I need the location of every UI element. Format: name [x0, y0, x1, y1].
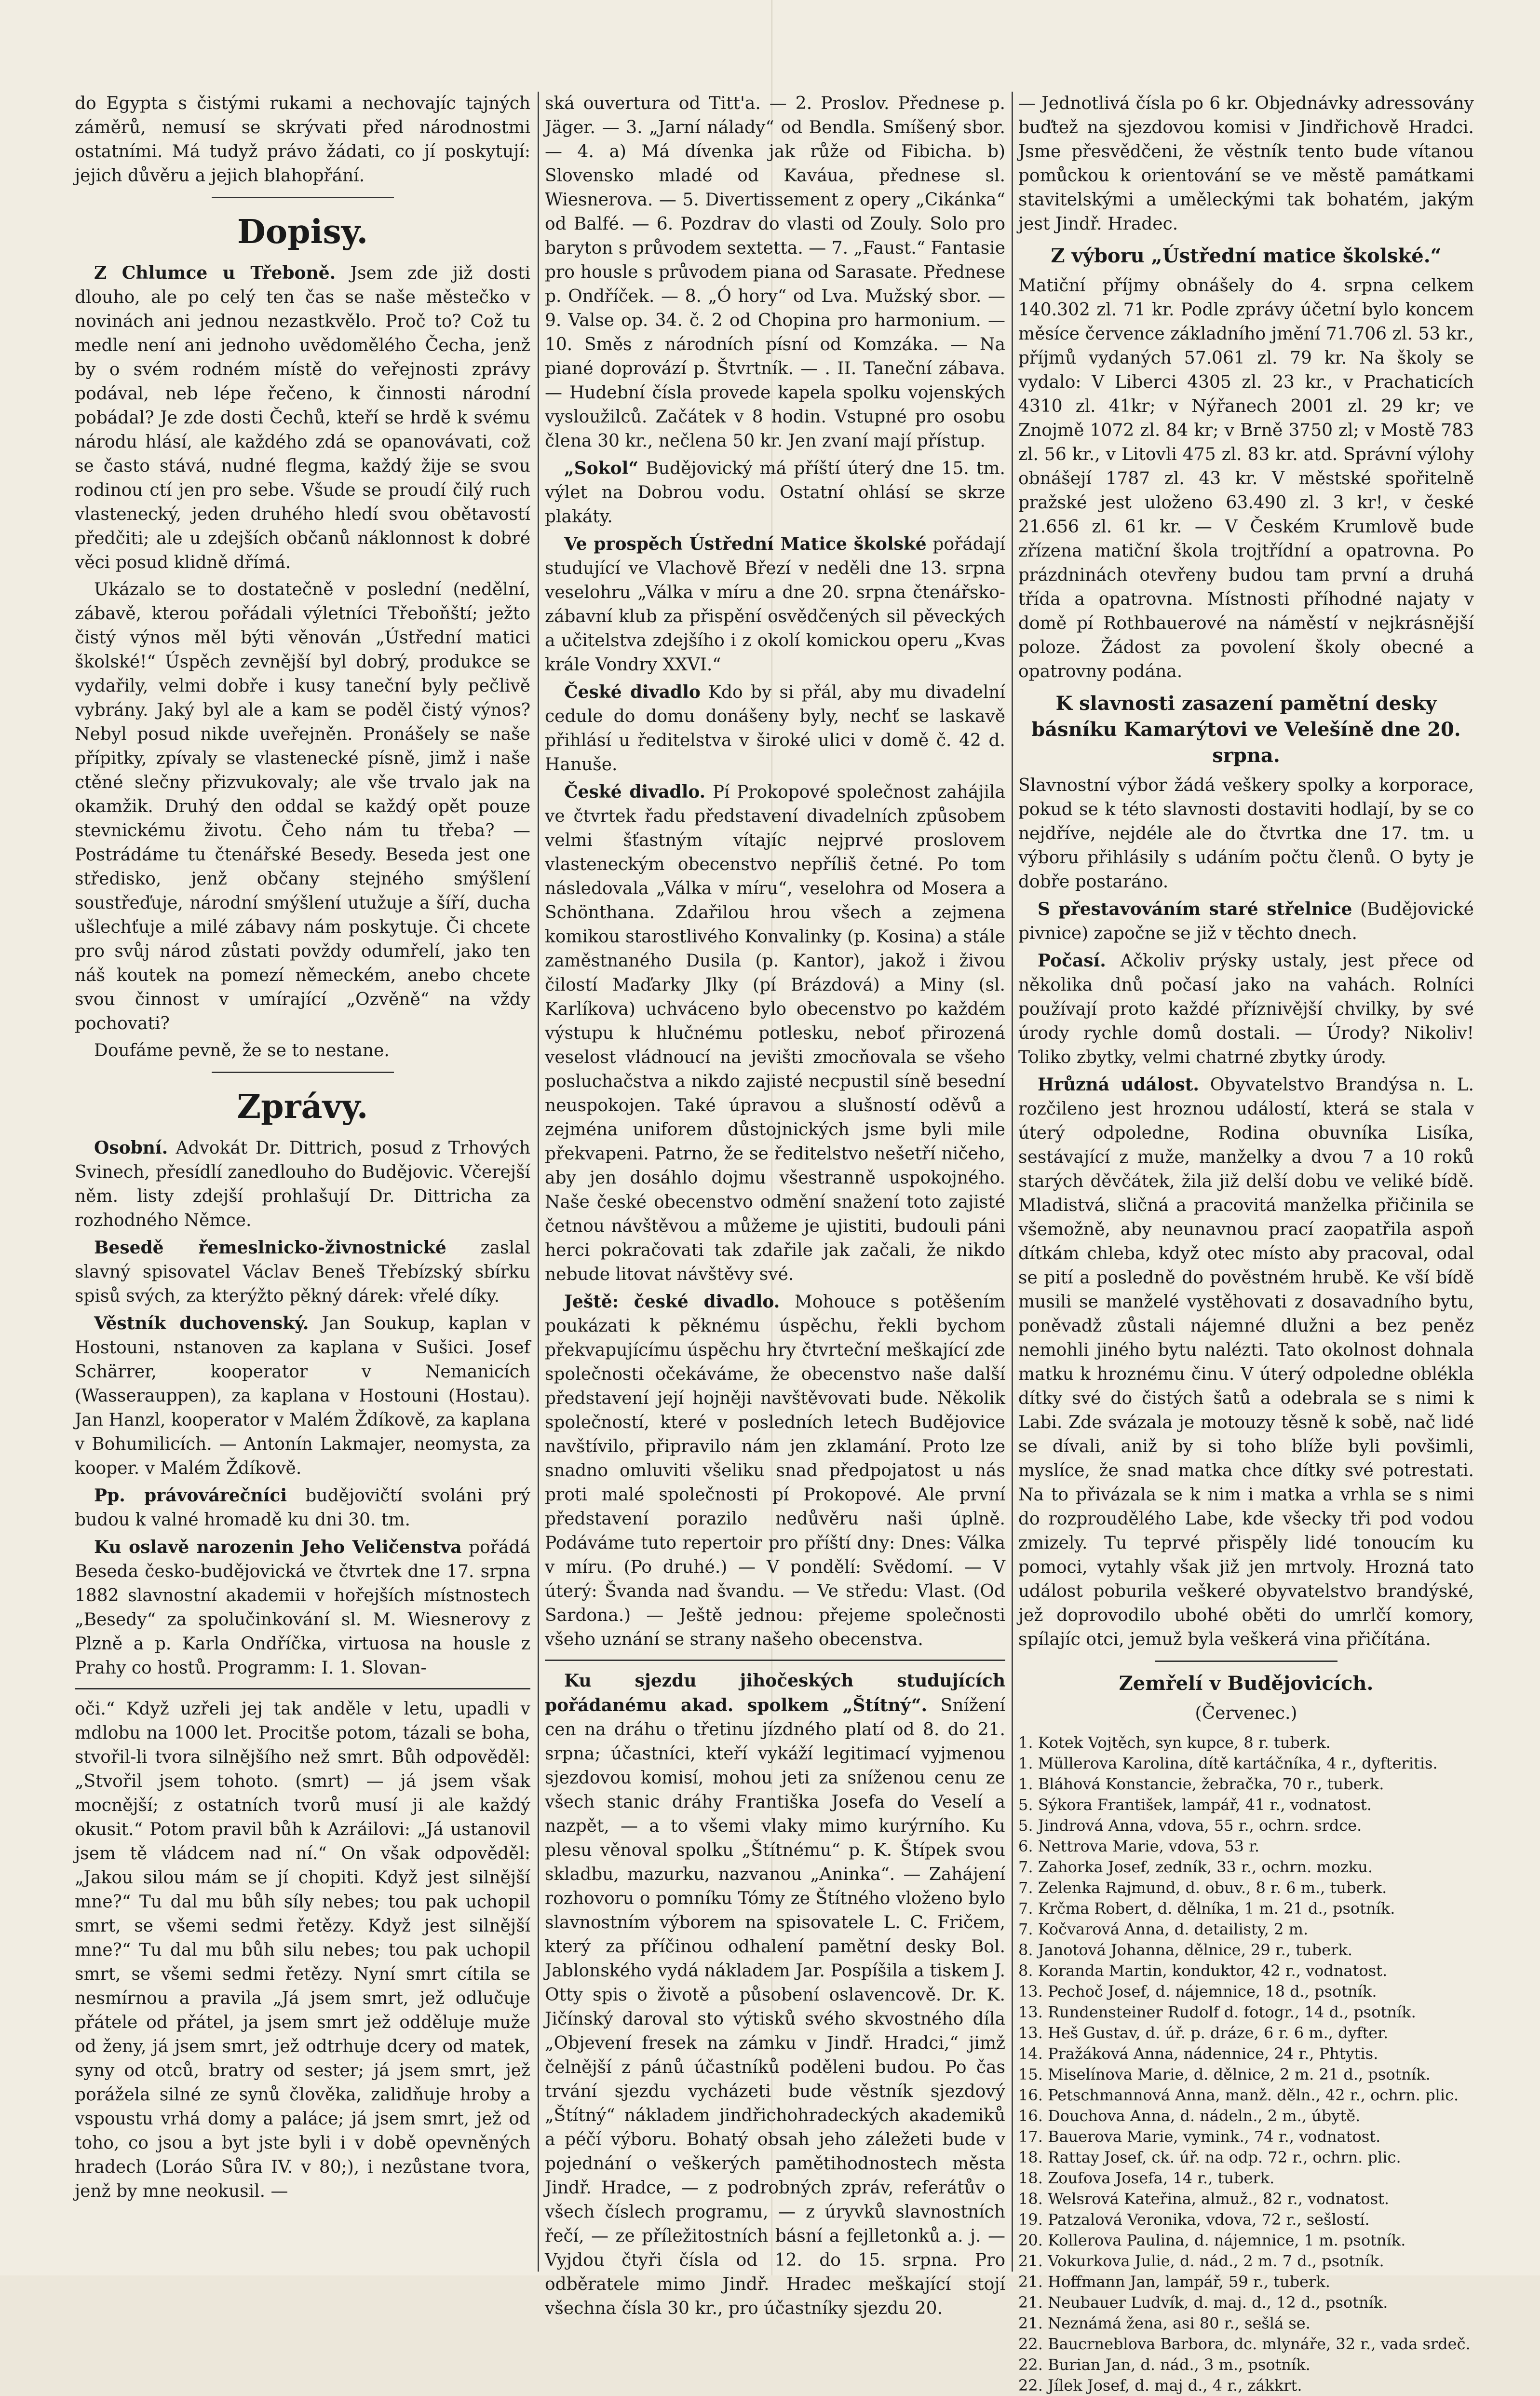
paragraph-lead: Věstník duchovenský. [94, 1313, 309, 1334]
list-item: 22. Jílek Josef, d. maj d., 4 r., zákkrt. [1018, 2376, 1302, 2395]
paragraph: Ku oslavě narozenin Jeho Veličenstva pořádá Beseda česko-budějovická ve čtvrtek dne 17. srpna 1882 slavnostní akademii v hořejších místnostech „Besedy“ za spolučinkování sl. M. Wiesnerovy z Plzně a p. Karla Ondříčka, virtuosa na housle z Prahy co hostů. Programm: I. 1. Slovan- [75, 1537, 530, 1678]
paragraph-lead: Ještě: české divadlo. [564, 1292, 780, 1312]
list-item: 21. Neznámá žena, asi 80 r., sešlá se. [1018, 2314, 1310, 2332]
list-item: 13. Heš Gustav, d. úř. p. dráze, 6 r. 6 m., dyfter. [1018, 2024, 1389, 2042]
paragraph: Osobní. Advokát Dr. Dittrich, posud z Trhových Svinech, přesídlí zanedlouho do Budějovic. Včerejší něm. listy zdejší prohlašují Dr. Dittricha za rozhodného Němce. [75, 1138, 530, 1230]
list-item: 22. Burian Jan, d. nád., 3 m., psotník. [1018, 2355, 1310, 2374]
paragraph: České divadlo. Pí Prokopové společnost zahájila ve čtvrtek řadu představení divadelních způsobem velmi šťastným vítajíc nejprvé proslovem vlasteneckým obecenstvo nepříliš četné. Po tom následovala „Válka v míru“, veselohra od Mosera a Schönthana. Zdařilou hrou všech a zejmena komikou starostlivého Konvalinky (p. Kosina) a stále zaměstnaného Dusila (p. Kantor), jakož i živou čilostí Maďarky Jlky (pí Brázdová) a Miny (sl. Karlíkova) uchváceno bylo obecenstvo po každém výstupu k hlučnému potlesku, neboť přirozená veselost vládnoucí na jevišti zmocňovala se všeho posluchačstva a nikdo zajisté necpustil síně besední neuspokojen. Také úpravou a slušností oděvů a zejména uniforem důstojnických jsme byli mile překvapeni. Patrno, že se ředitelstvo nešetří ničeho, aby jen dosáhlo dojmu všestranně uspokojného. Naše české obecenstvo odmění snažení toto zajisté četnou návštěvou a můžeme je ujistiti, budouli páni herci pokračovati tak zdařile jak začali, že nikdo nebude litovat návštěvy své. [545, 782, 1006, 1284]
paragraph-lead: České divadlo. [564, 782, 706, 802]
deaths-list [1018, 1732, 1474, 2396]
list-item: 7. Kočvarová Anna, d. detailisty, 2 m. [1018, 1920, 1309, 1938]
paragraph-lead: Počasí. [1038, 951, 1106, 971]
list-item: 6. Nettrova Marie, vdova, 53 r. [1018, 1837, 1260, 1855]
paragraph-lead: Ku oslavě narozenin Jeho Veličenstva [94, 1537, 462, 1557]
list-item: 8. Koranda Martin, konduktor, 42 r., vodnatost. [1018, 1961, 1388, 1980]
list-item: 19. Patzalová Veronika, vdova, 72 r., sešlostí. [1018, 2210, 1370, 2229]
paragraph: Ukázalo se to dostatečně v poslední (nedělní, zábavě, kterou pořádali výletníci Třeboňští; ježto čistý výnos měl býti věnován „Ústřední matici školské!“ Úspěch zevnější byl dobrý, produkce se vydařily, velmi dobře i kusy taneční byly pečlivě vybrány. Jaký byl ale a kam se poděl čistý výnos? Nebyl posud nikde uveřejněn. Pronášely se naše přípitky, zpívaly se vlastenecké písně, jimž i naše ctěné slečny přizvukovaly; ale vše trvalo jak na okamžik. Druhý den oddal se každý opět pouze stevnickému životu. Čeho nám tu třeba? — Postrádáme tu čtenářské Besedy. Beseda jest one středisko, jenž občany stejného smýšlení soustřeďuje, národní smýšlení utužuje a šíří, ducha ušlechťuje a milé zábavy nám poskytuje. Či chcete pro svůj národ zůstati povždy odumřelí, jako ten náš koutek na pomezí německém, anebo chcete svou činnost v umírající „Ozvěně“ na vždy pochovati? [75, 580, 530, 1034]
paragraph: Ještě: české divadlo. Mohouce s potěšením poukázati k pěknému úspěchu, řekli bychom překvapujícímu úspěchu hry čtvrteční meškající zde společnosti očekáváme, že obecenstvo naše další představení její hojněji navštěvovati bude. Několik společností, které v posledních letech Budějovice navštívilo, připravilo nám jen zklamání. Proto lze snadno omluviti všeliku snad předpojatost u nás proti malé společnosti pí Prokopové. Ale první představení porazilo nedůvěru naši úplně. Podáváme tuto repertoir pro příští dny: Dnes: Válka v míru. (Po druhé.) — V pondělí: Svědomí. — V úterý: Švanda nad švandu. — Ve středu: Vlast. (Od Sardona.) — Ještě jednou: přejeme společnosti všeho uznání se strany našeho obecenstva. [545, 1292, 1005, 1649]
list-item: 7. Zelenka Rajmund, d. obuv., 8 r. 6 m., tuberk. [1018, 1879, 1387, 1897]
paragraph: Slavnostní výbor žádá veškery spolky a korporace, pokud se k této slavnosti dostaviti hodlají, by se co nejdříve, nejdéle ale do čtvrtka dne 17. tm. u výboru přihlásily s udáním počtu členů. O byty je dobře postaráno. [1018, 776, 1474, 892]
column-3 [1018, 92, 1474, 2395]
section-rule [1155, 1661, 1337, 1662]
paragraph: Ku sjezdu jihočeských studujících pořádanému akad. spolkem „Štítný“. Snížení cen na dráhu o třetinu jízdného platí od 8. do 21. srpna; účastníci, kteří vykáží legitimací vyjmenou sjezdovou komisí, mohou jeti za sníženou cenu ze všech stanic dráhy Františka Josefa do Veselí a nazpět, — a to všemi vlaky mimo kurýrního. Ku plesu věnoval spolku „Štítnému“ p. K. Štípek svou skladbu, mazurku, nazvanou „Aninka“. — Zahájení rozhovoru o pomníku Tómy ze Štítného vloženo bylo slavnostním výborem na spisovatele L. C. Fričem, který za příčinou odhalení pamětní desky Bol. Jablonského vydá nákladem Jar. Pospíšila a tiskem J. Otty spis o životě a působení oslavencově. Dr. K. Jičínský daroval sto výtisků svého skvostného díla „Objevení fresek na zámku v Jindř. Hradci,“ jimž čelnější z pánů účastníků poděleni budou. Po čas trvání sjezdu vycházeti bude věstník sjezdový „Štítný“ nákladem jindřichohradeckých akademiků a péčí výboru. Bohatý obsah jeho záležeti bude v pojednání o veškerých pamětihodnostech města Jindř. Hradce, — z podrobných zpráv, referátův o všech číslech programu, — z úryvků slavnostních řečí, — ze příležitostních básní a fejlletonků a. j. — Vyjdou čtyři čísla od 12. do 15. srpna. Pro odběratele mimo Jindř. Hradec meškající stojí všechna čísla 30 kr., pro účastníky sjezdu 20. [545, 1671, 1005, 2318]
list-item: 5. Jindrová Anna, vdova, 55 r., ochrn. srdce. [1018, 1816, 1362, 1835]
paragraph: — Jednotlivá čísla po 6 kr. Objednávky adressovány buďtež na sjezdovou komisi v Jindřichově Hradci. Jsme přesvědčeni, že věstník tento bude vítanou pomůckou k orientování se ve městě památkami stavitelskými a uměleckými tak bohatém, jakým jest Jindř. Hradec. [1018, 94, 1474, 234]
list-item: 21. Hoffmann Jan, lampář, 59 r., tuberk. [1018, 2273, 1330, 2291]
list-item: 1. Müllerova Karolina, dítě kartáčníka, 4 r., dyfteritis. [1018, 1754, 1438, 1772]
paragraph: Hrůzná událost. Obyvatelstvo Brandýsa n. L. rozčileno jest hroznou událostí, která se stala v úterý odpoledne, Rodina obuvníka Lisíka, sestávající z muže, manželky a dvou 7 a 10 roků starých děvčátek, žila již delší dobu ve veliké bídě. Mladistvá, sličná a pracovitá manželka přičinila se všemožně, aby neunavnou prací zaopatřila aspoň dítkám chleba, když otec místo aby pracoval, odal se pití a posledně do pověstném hrubě. Ke vší bídě musili se manželé vystěhovati z dosavadního bytu, poněvadž zůstali nájemné dlužni a bez peněz nemohli jiného bytu nalézti. Tato okolnost dohnala matku k hroznému činu. V úterý odpoledne oblékla dítky své do čistých šatů a odebrala se s nimi k Labi. Zde svázala je motouzy těsně k sobě, nač lidé se dívali, aniž by si toho blíže byli povšimli, myslíce, že snad matka chce dítky své potrestati. Na to přivázala se k nim i matka a vrhla se s nimi do rozproudělého Labe, kde všecky tři pod vodou zmizely. Tu teprvé přispěly lidé tonoucím ku pomoci, vytahly však již jen mrtvoly. Hrozná tato událost poburila veškeré obyvatelstvo brandýské, jež doprovodilo ubohé oběti do umrlčí komory, spílajíc otci, jemuž byla veškerá vina přičítána. [1018, 1075, 1474, 1649]
paragraph: oči.“ Když uzřeli jej tak anděle v letu, upadli v mdlobu na 1000 let. Procitše potom, tázali se boha, stvořil-li tvora silnějšího než smrt. Bůh odpověděl: „Stvořil jsem tohoto. (smrt) — já jsem však mocnější; z ostatních tvorů musí ji ale každý okusit.“ Potom pravil bůh k Azráilovi: „Já ustanovil jsem tě vládcem nad ní.“ On však odpověděl: „Jakou silou mám se jí chopiti. Když jest silnější mne?“ Tu dal mu bůh síly nebes; tou pak uchopil smrt, se všemi sedmi řetězy. Když jest silnější mne?“ Tu dal mu bůh silu nebes; tou pak uchopil smrt, se všemi sedmi řetězy. Nyní smrt cítila se nesmírnou a pravila „Já jsem smrt, jež odlučuje přátele od přátel, ja jsem smrt jež odděluje muže od ženy, já jsem smrt, jež odtrhuje dcery od matek, syny od otců, bratry od sester; já jsem smrt, jež porážela silné ze synů člověka, zalidňuje hroby a vspoustu vrhá domy a paláce; já jsem smrt, jež od toho, co jsou a byt jste byli i v době opevněných hradech (Loráo Sůra IV. v 80;), i nezůstane tvora, jenž by mne neokusil. — [75, 1699, 530, 2201]
list-item: 8. Janotová Johanna, dělnice, 29 r., tuberk. [1018, 1941, 1352, 1959]
list-item: 21. Neubauer Ludvík, d. maj. d., 12 d., psotník. [1018, 2293, 1388, 2312]
list-item: 1. Kotek Vojtěch, syn kupce, 8 r. tuberk. [1018, 1733, 1331, 1752]
section-heading: Dopisy. [237, 213, 368, 251]
list-item: 15. Miselínova Marie, d. dělnice, 2 m. 21 d., psotník. [1018, 2065, 1431, 2083]
paragraph: Počasí. Ačkoliv prýsky ustaly, jest přece od několika dnů počasí jako na vahách. Rolníci používají proto každé příznivější chvilky, by své úrody rychle domů dostali. — Úrody? Nikoliv! Toliko zbytky, velmi chatrné zbytky úrody. [1018, 951, 1474, 1067]
list-item: 13. Rundensteiner Rudolf d. fotogr., 14 d., psotník. [1018, 2003, 1416, 2021]
paragraph: Doufáme pevně, že se to nestane. [94, 1041, 390, 1061]
paragraph-lead: Z Chlumce u Třeboně. [94, 263, 336, 283]
list-item: 18. Zoufova Josefa, 14 r., tuberk. [1018, 2169, 1275, 2187]
section-rule [212, 197, 394, 198]
paragraph-lead: Besedě řemeslnicko-živnostnické [94, 1238, 446, 1258]
article-heading: Zemřelí v Budějovicích. [1119, 1672, 1374, 1695]
article-heading: K slavnosti zasazení pamětní desky básníku Kamarýtovi ve Velešíně dne 20. srpna. [1031, 692, 1461, 767]
column-2 [545, 92, 1006, 2318]
feuilleton-divider [545, 1660, 1005, 1661]
list-item: 7. Krčma Robert, d. dělníka, 1 m. 21 d., psotník. [1018, 1899, 1395, 1918]
paragraph-lead: Hrůzná událost. [1038, 1075, 1199, 1095]
paragraph: S přestavováním staré střelnice (Budějovické pivnice) započne se již v těchto dnech. [1018, 899, 1474, 943]
list-item: 14. Pražáková Anna, nádennice, 24 r., Phtytis. [1018, 2044, 1378, 2063]
paragraph-lead: „Sokol“ [564, 458, 639, 478]
article-heading: Z výboru „Ústřední matice školské.“ [1051, 245, 1442, 267]
list-item: 16. Douchova Anna, d. nádeln., 2 m., úbytě. [1018, 2107, 1361, 2125]
list-item: 16. Petschmannová Anna, manž. děln., 42 r., ochrn. plic. [1018, 2086, 1459, 2104]
list-item: 5. Sýkora František, lampář, 41 r., vodnatost. [1018, 1796, 1372, 1814]
paragraph: České divadlo Kdo by si přál, aby mu divadelní cedule do domu donášeny byly, nechť se laskavě přihlásí u ředitelstva v široké ulici v domě č. 42 d. Hanuše. [545, 682, 1005, 775]
list-item: 17. Bauerova Marie, vymink., 74 r., vodnatost. [1018, 2127, 1381, 2146]
column-rule-1 [538, 92, 539, 2272]
column-1 [75, 92, 530, 2243]
list-item: 18. Rattay Josef, ck. úř. na odp. 72 r., ochrn. plic. [1018, 2148, 1401, 2166]
paragraph-lead: S přestavováním staré střelnice [1038, 899, 1352, 919]
paragraph-lead: Ve prospěch Ústřední Matice školské [564, 534, 927, 554]
paragraph: Pp. právovárečníci budějovičtí svoláni prý budou k valné hromadě ku dni 30. tm. [75, 1485, 530, 1530]
feuilleton-divider [75, 1688, 530, 1689]
section-heading: Zprávy. [237, 1088, 368, 1126]
paragraph: Ve prospěch Ústřední Matice školské pořádají studující ve Vlachově Březí v neděli dne 13. srpna veselohru „Válka v míru a dne 20. srpna čtenářsko-zábavní klub za přispění osvědčených sil pěveckých a učitelstva zdejšího i z okolí komickou operu „Kvas krále Vondry XXVI.“ [545, 534, 1005, 675]
paragraph: Z Chlumce u Třeboně. Jsem zde již dosti dlouho, ale po celý ten čas se naše městečko v novinách ani jednou nezastkvělo. Proč to? Což tu medle není ani jednoho uvědomělého Čecha, jenž by o svém rodném místě do veřejnosti zprávy podával, neb lépe řečeno, k činnosti národní pobádal? Je zde dosti Čechů, kteří se hrdě k svému národu hlásí, ale každého zdá se opanovávati, což se často stává, nudné flegma, každý žije se svou rodinou ctí jen pro sebe. Všude se proudí čilý ruch vlastenecký, jeden druhého hledí svou obětavostí předčiti; ale u zdejších občanů náklonnost k dobré věci posud klidně dřímá. [75, 263, 530, 572]
paragraph-lead: Pp. právovárečníci [94, 1485, 287, 1506]
paragraph-lead: České divadlo [564, 682, 701, 702]
list-item: 21. Vokurkova Julie, d. nád., 2 m. 7 d., psotník. [1018, 2252, 1384, 2270]
paragraph: do Egypta s čistými rukami a nechovajíc tajných záměrů, nemusí se skrývati před národnostmi ostatními. Má tudyž právo žádati, co jí poskytují: jejich důvěru a jejich blahopřání. [75, 94, 530, 186]
paragraph: „Sokol“ Budějovický má příští úterý dne 15. tm. výlet na Dobrou vodu. Ostatní ohlásí se skrze plakáty. [545, 458, 1005, 527]
list-item: 18. Welsrová Kateřina, almuž., 82 r., vodnatost. [1018, 2190, 1390, 2208]
paragraph-lead: Ku sjezdu jihočeských studujících pořádanému akad. spolkem „Štítný“. [545, 1671, 1005, 1715]
paragraph: Věstník duchovenský. Jan Soukup, kaplan v Hostouni, nstanoven za kaplana v Sušici. Josef Schärrer, kooperator v Nemanicích (Wasserauppen), za kaplana v Hostouni (Hostau). Jan Hanzl, kooperator v Malém Ždíkově, za kaplana v Bohumilicích. — Antonín Lakmajer, neomysta, za kooper. v Malém Ždíkově. [75, 1313, 531, 1478]
paragraph: Matiční příjmy obnášely do 4. srpna celkem 140.302 zl. 71 kr. Podle zprávy účetní bylo koncem měsíce července základního jmění 71.706 zl. 53 kr., příjmů vydaných 57.061 zl. 79 kr. Na školy se vydalo: V Liberci 4305 zl. 23 kr., v Prachaticích 4310 zl. 41kr; v Nýřanech 2001 zl. 29 kr; ve Znojmě 1072 zl. 84 kr; v Brně 3750 zl; v Mostě 783 zl. 56 kr., v Litovli 475 zl. 83 kr. atd. Správní výlohy obnášejí 1787 zl. 43 kr. V městské spořitelně pražské jest uloženo 63.490 zl. 3 kr!, v české 21.656 zl. 61 kr. — V Českém Krumlově bude zřízena matiční škola trojtřídní a opatrovna. Po prázdninách otevřeny budou tam první a druhá třída a opatrovna. Místnosti příhodné najaty v domě pí Rothbauerové na náměstí v nejkrásnější poloze. Žádost za povolení školy obecné a opatrovny podána. [1018, 276, 1474, 681]
paragraph: ská ouvertura od Titt'a. — 2. Proslov. Přednese p. Jäger. — 3. „Jarní nálady“ od Bendla. Smíšený sbor. — 4. a) Má dívenka jak růže od Fibicha. b) Slovensko mladé od Kaváua, přednese sl. Wiesnerova. — 5. Divertissement z opery „Cikánka“ od Balfé. — 6. Pozdrav do vlasti od Zouly. Solo pro baryton s průvodem sextetta. — 7. „Faust.“ Fantasie pro housle s průvodem piana od Sarasate. Přednese p. Ondříček. — 8. „Ó hory“ od Lva. Mužský sbor. — 9. Valse op. 34. č. 2 od Chopina pro harmonium. — 10. Směs z národních písní od Komzáka. — Na piané doprovází p. Štvrtník. — . II. Taneční zábava. — Hudební čísla provede kapela spolku vojenských vysloužilců. Začátek v 8 hodin. Vstupné pro osobu člena 30 kr., nečlena 50 kr. Jen zvaní mají přístup. [545, 94, 1005, 451]
list-item: 13. Pechoč Josef, d. nájemnice, 18 d., psotník. [1018, 1982, 1377, 2001]
list-item: 20. Kollerova Paulina, d. nájemnice, 1 m. psotník. [1018, 2231, 1406, 2249]
list-subtitle: (Červenec.) [1195, 1703, 1297, 1723]
list-item: 7. Zahorka Josef, zedník, 33 r., ochrn. mozku. [1018, 1858, 1373, 1876]
paragraph-lead: Osobní. [94, 1138, 168, 1158]
section-rule [212, 1072, 394, 1073]
list-item: 22. Baucrneblova Barbora, dc. mlynáře, 32 r., vada srdeč. [1018, 2335, 1471, 2353]
paragraph: Besedě řemeslnicko-živnostnické zaslal slavný spisovatel Václav Beneš Třebízský sbírku spisů svých, za kterýžto pěkný dárek: vřelé díky. [75, 1238, 531, 1306]
list-item: 1. Bláhová Konstancie, žebračka, 70 r., tuberk. [1018, 1775, 1384, 1793]
column-rule-2 [1012, 92, 1013, 2272]
